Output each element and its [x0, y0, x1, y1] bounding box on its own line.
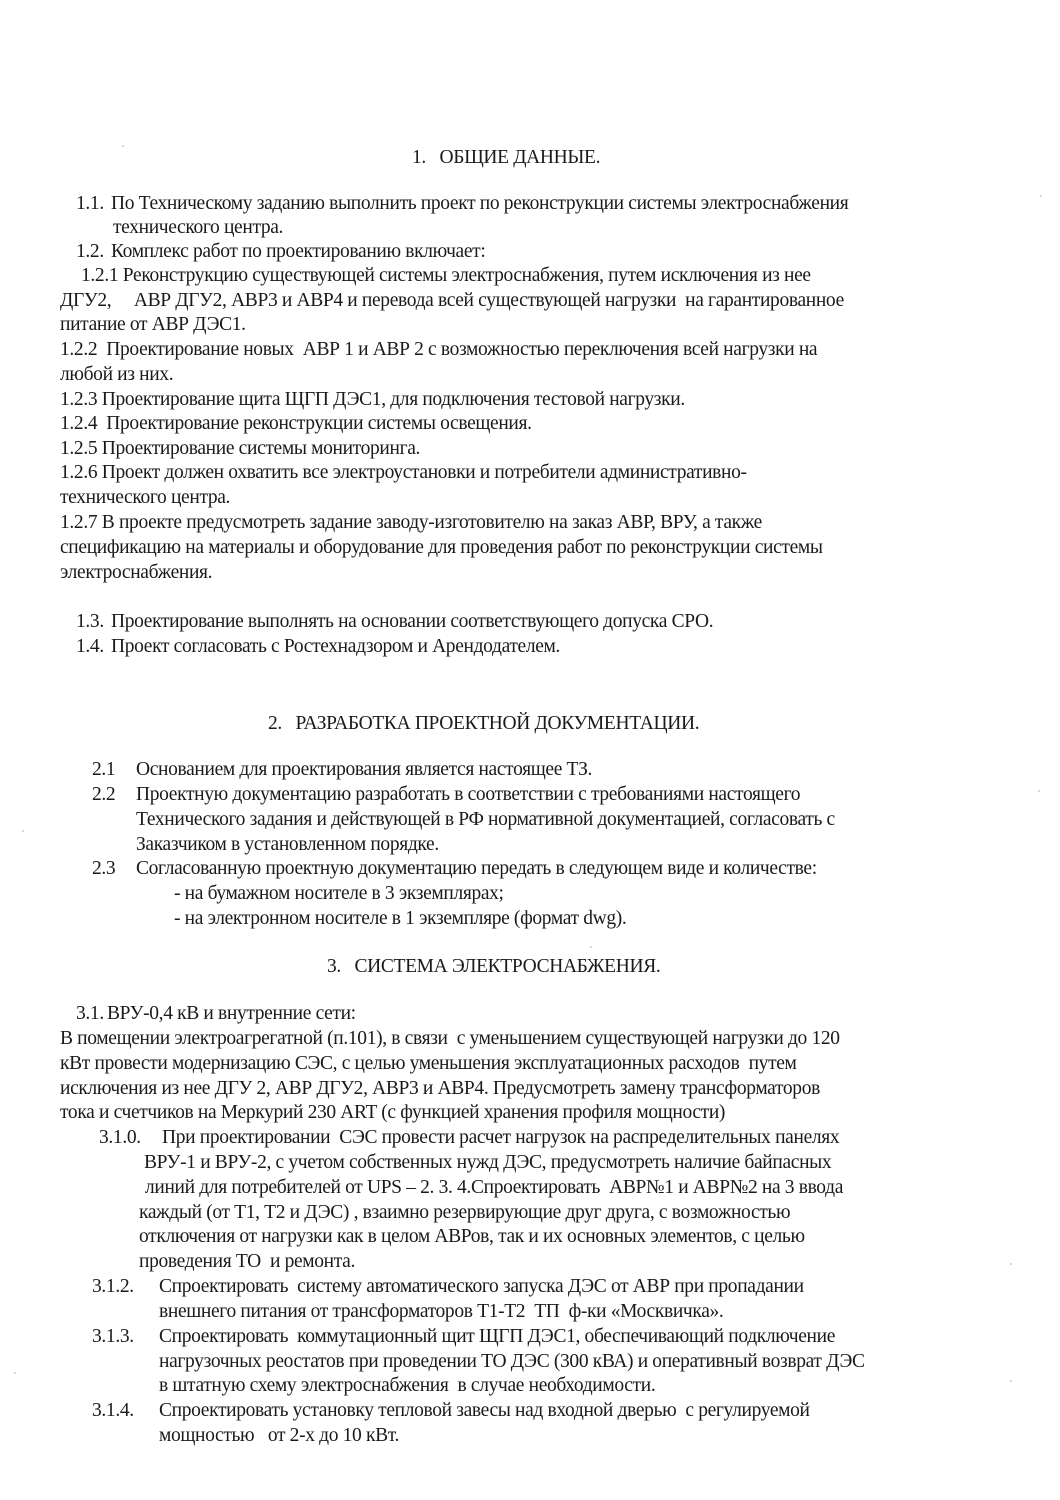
paragraph-line: ДГУ2, АВР ДГУ2, АВР3 и АВР4 и перевода всей существующей нагрузки на гарантированное: [60, 290, 844, 311]
paragraph-line: При проектировании СЭС провести расчет нагрузок на распределительных панелях: [162, 1127, 840, 1148]
paragraph-number: 3.1.3.: [92, 1326, 134, 1347]
paragraph-1-2-4: 1.2.4 Проектирование реконструкции системы освещения.: [60, 413, 532, 434]
paragraph-line: 1.2.1 Реконструкцию существующей системы электроснабжения, путем исключения из нее: [81, 265, 811, 286]
paragraph-number: 3.1.: [76, 1003, 104, 1024]
paragraph-line: отключения от нагрузки как в целом АВРов, так и их основных элементов, с целью: [139, 1226, 805, 1247]
paragraph-line: электроснабжения.: [60, 562, 213, 583]
list-item: - на бумажном носителе в 3 экземплярах;: [174, 883, 504, 904]
paragraph-line: 1.2.6 Проект должен охватить все электроустановки и потребители административно-: [60, 462, 747, 483]
paragraph-line: Проект согласовать с Ростехнадзором и Арендодателем.: [111, 636, 561, 657]
paragraph-line: Заказчиком в установленном порядке.: [136, 834, 439, 855]
section-2-heading: 2. РАЗРАБОТКА ПРОЕКТНОЙ ДОКУМЕНТАЦИИ.: [268, 713, 700, 734]
section-1-heading: 1. ОБЩИЕ ДАННЫЕ.: [412, 147, 601, 168]
paragraph-line: технического центра.: [60, 487, 231, 508]
paragraph-line: 1.2.7 В проекте предусмотреть задание заводу-изготовителю на заказ АВР, ВРУ, а также: [60, 512, 762, 533]
paragraph-line: тока и счетчиков на Меркурий 230 ART (с функцией хранения профиля мощности): [60, 1102, 726, 1123]
paragraph-line: линий для потребителей от UPS – 2. 3. 4.Спроектировать АВР№1 и АВР№2 на 3 ввода: [145, 1177, 844, 1198]
paragraph-number: 2.1: [92, 759, 116, 780]
paragraph-line: По Техническому заданию выполнить проект по реконструкции системы электроснабжения: [111, 193, 849, 214]
paragraph-line: Согласованную проектную документацию передать в следующем виде и количестве:: [136, 858, 817, 879]
paragraph-line: мощностью от 2-х до 10 кВт.: [159, 1425, 399, 1446]
paragraph-line: В помещении электроагрегатной (п.101), в связи с уменьшением существующей нагрузки до 120: [60, 1028, 840, 1049]
paragraph-number: 1.4.: [76, 636, 104, 657]
paragraph-line: исключения из нее ДГУ 2, АВР ДГУ2, АВР3 и АВР4. Предусмотреть замену трансформаторов: [60, 1078, 820, 1099]
paragraph-line: спецификацию на материалы и оборудование для проведения работ по реконструкции системы: [60, 537, 823, 558]
paragraph-line: Спроектировать установку тепловой завесы над входной дверью с регулируемой: [159, 1400, 810, 1421]
paragraph-line: технического центра.: [113, 217, 284, 238]
paragraph-line: каждый (от Т1, Т2 и ДЭС) , взаимно резервирующие друг друга, с возможностью: [139, 1202, 791, 1223]
paragraph-line: Комплекс работ по проектированию включает:: [111, 241, 486, 262]
paragraph-number: 3.1.0.: [99, 1127, 141, 1148]
scan-speck: [590, 946, 592, 948]
paragraph-line: Спроектировать коммутационный щит ЩГП ДЭС1, обеспечивающий подключение: [159, 1326, 836, 1347]
paragraph-number: 3.1.4.: [92, 1400, 134, 1421]
scan-speck: [122, 145, 124, 147]
paragraph-line: 1.2.2 Проектирование новых АВР 1 и АВР 2 с возможностью переключения всей нагрузки на: [60, 339, 818, 360]
paragraph-number: 2.3: [92, 858, 116, 879]
scan-speck: [22, 830, 24, 832]
paragraph-number: 3.1.2.: [92, 1276, 134, 1297]
list-item: - на электронном носителе в 1 экземпляре (формат dwg).: [174, 908, 627, 929]
paragraph-number: 1.2.: [76, 241, 104, 262]
scan-speck: [14, 1372, 16, 1374]
paragraph-line: Проектирование выполнять на основании соответствующего допуска СРО.: [111, 611, 714, 632]
paragraph-1-2-5: 1.2.5 Проектирование системы мониторинга.: [60, 438, 421, 459]
paragraph-line: Технического задания и действующей в РФ нормативной документацией, согласовать с: [136, 809, 835, 830]
scan-speck: [1040, 195, 1042, 197]
paragraph-line: питание от АВР ДЭС1.: [60, 314, 246, 335]
paragraph-number: 2.2: [92, 784, 116, 805]
paragraph-1-2-3: 1.2.3 Проектирование щита ЩГП ДЭС1, для подключения тестовой нагрузки.: [60, 389, 685, 410]
scan-speck: [1038, 790, 1040, 792]
paragraph-line: любой из них.: [60, 364, 174, 385]
paragraph-line: внешнего питания от трансформаторов Т1-Т2 ТП ф-ки «Москвичка».: [159, 1301, 724, 1322]
paragraph-line: в штатную схему электроснабжения в случае необходимости.: [159, 1375, 656, 1396]
paragraph-line: нагрузочных реостатов при проведении ТО ДЭС (300 кВА) и оперативный возврат ДЭС: [159, 1351, 865, 1372]
paragraph-line: Спроектировать систему автоматического запуска ДЭС от АВР при пропадании: [159, 1276, 804, 1297]
scan-speck: [1010, 1263, 1012, 1265]
paragraph-line: кВт провести модернизацию СЭС, с целью уменьшения эксплуатационных расходов путем: [60, 1053, 797, 1074]
paragraph-line: проведения ТО и ремонта.: [139, 1251, 355, 1272]
paragraph-number: 1.1.: [76, 193, 104, 214]
scan-speck: [1010, 1380, 1012, 1382]
paragraph-line: Проектную документацию разработать в соответствии с требованиями настоящего: [136, 784, 801, 805]
paragraph-title: ВРУ-0,4 кВ и внутренние сети:: [107, 1003, 356, 1024]
section-3-heading: 3. СИСТЕМА ЭЛЕКТРОСНАБЖЕНИЯ.: [327, 956, 661, 977]
paragraph-number: 1.3.: [76, 611, 104, 632]
paragraph-line: Основанием для проектирования является настоящее ТЗ.: [136, 759, 593, 780]
paragraph-line: ВРУ-1 и ВРУ-2, с учетом собственных нужд ДЭС, предусмотреть наличие байпасных: [144, 1152, 832, 1173]
